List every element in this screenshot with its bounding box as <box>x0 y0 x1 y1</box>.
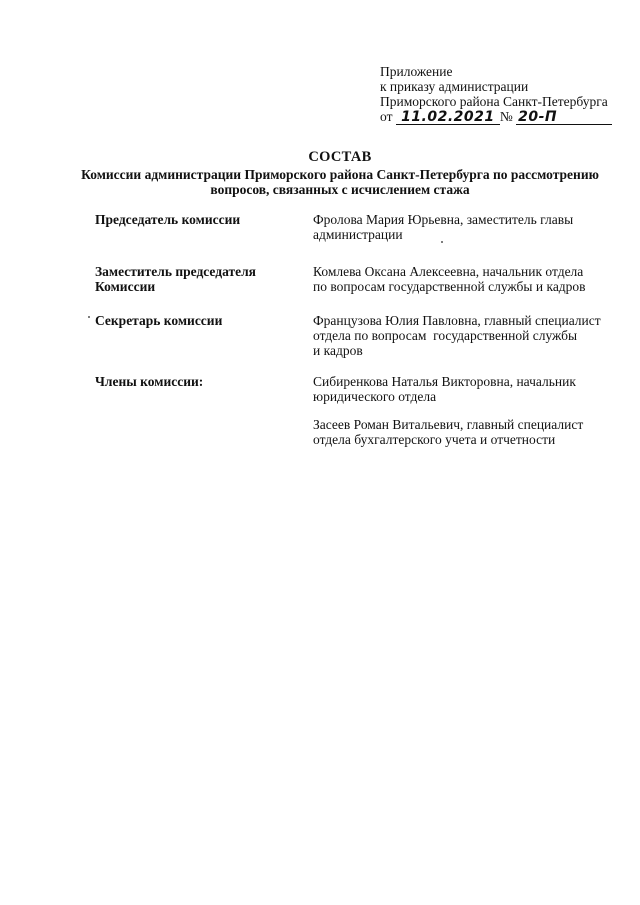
member-row <box>95 264 615 294</box>
person-line: Фролова Мария Юрьевна, заместитель главы <box>313 212 574 227</box>
person-line: Сибиренкова Наталья Викторовна, начальник <box>313 374 576 389</box>
person-entry <box>313 374 613 404</box>
member-row <box>95 212 615 242</box>
role-line: Заместитель председателя <box>95 264 256 279</box>
person-line: администрации <box>313 227 403 242</box>
order-number: 20-П <box>516 110 612 125</box>
document-title <box>80 150 600 197</box>
person-line: юридического отдела <box>313 389 437 404</box>
title-subtitle-line-1: Комиссии администрации Приморского района Санкт-Петербурга по рассмотрению <box>81 167 599 182</box>
role-line: Секретарь комиссии <box>95 313 223 328</box>
member-row <box>95 313 615 358</box>
order-date-line <box>380 109 612 125</box>
person-entry <box>313 264 613 294</box>
person-line: Засеев Роман Витальевич, главный специалист <box>313 417 584 432</box>
appendix-line-3: Приморского района Санкт-Петербурга <box>380 94 608 109</box>
title-main: СОСТАВ <box>308 149 372 165</box>
number-prefix: № <box>499 109 513 124</box>
member-row <box>95 374 615 447</box>
person-line: отдела бухгалтерского учета и отчетности <box>313 432 556 447</box>
member-role <box>95 264 313 294</box>
person-line: Французова Юлия Павловна, главный специалист <box>313 313 601 328</box>
member-person <box>313 313 613 358</box>
member-role <box>95 313 313 358</box>
appendix-header <box>380 64 612 125</box>
order-date: 11.02.2021 <box>396 110 500 125</box>
member-person <box>313 264 613 294</box>
appendix-line-1: Приложение <box>380 64 453 79</box>
person-entry <box>313 313 613 358</box>
member-role <box>95 374 313 447</box>
person-line: и кадров <box>313 343 363 358</box>
role-line: Члены комиссии: <box>95 374 204 389</box>
member-person <box>313 374 613 447</box>
member-role <box>95 212 313 242</box>
person-line: Комлева Оксана Алексеевна, начальник отдела <box>313 264 584 279</box>
person-entry <box>313 212 613 242</box>
person-line: по вопросам государственной службы и кадров <box>313 279 586 294</box>
title-subtitle-line-2: вопросов, связанных с исчислением стажа <box>210 182 470 197</box>
member-person <box>313 212 613 242</box>
person-entry <box>313 417 613 447</box>
role-line: Председатель комиссии <box>95 212 241 227</box>
scan-speck <box>88 316 90 318</box>
scan-speck <box>441 241 443 243</box>
person-line: отдела по вопросам государственной службы <box>313 328 578 343</box>
commission-members <box>95 212 615 447</box>
role-line: Комиссии <box>95 279 156 294</box>
appendix-line-2: к приказу администрации <box>380 79 529 94</box>
date-prefix: от <box>380 109 393 124</box>
